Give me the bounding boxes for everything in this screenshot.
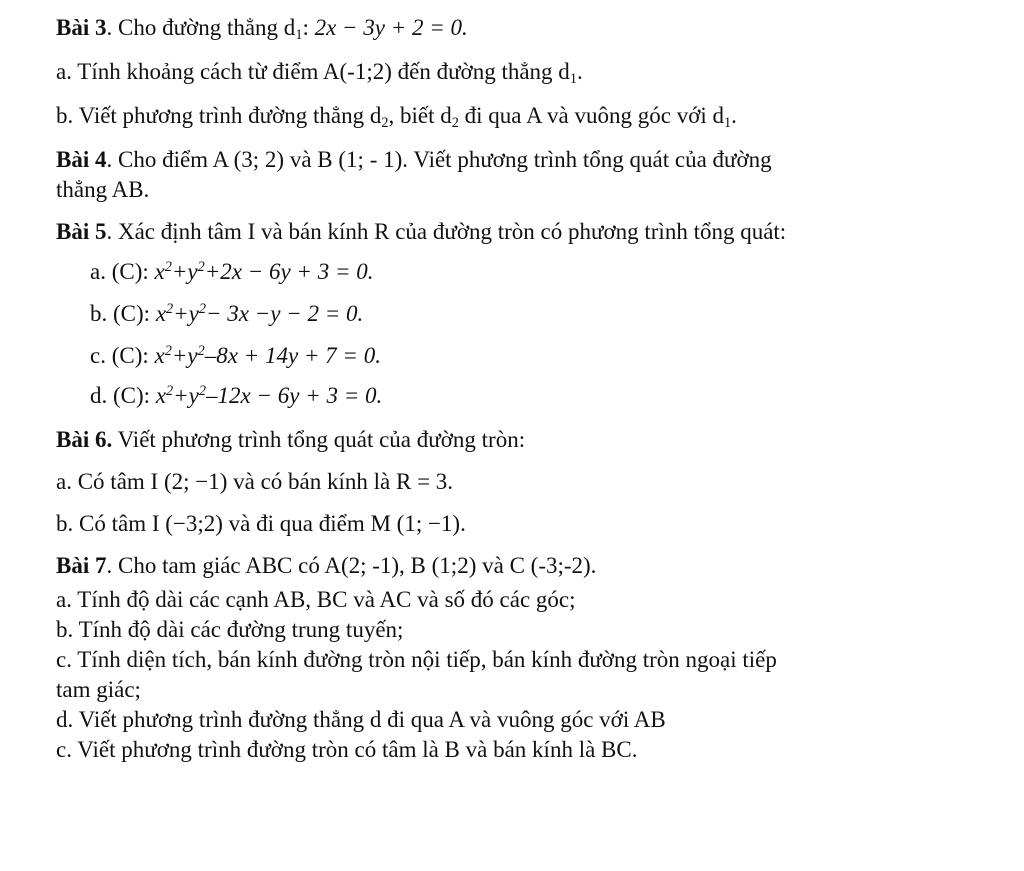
bai7-item-b [56, 616, 403, 644]
bai7-item-c-text-cont: tam giác; [56, 677, 141, 702]
bai3-item-b-sub2: 2 [451, 115, 459, 132]
bai5-item-eq: $x^2+y^2-12x - 6y + 3 = 0$. [155, 383, 383, 408]
bai7-item-a-text: a. Tính độ dài các cạnh AB, BC và AC và số đó các góc; [56, 587, 576, 612]
bai4-line2 [56, 176, 149, 204]
bai7-item-a [56, 586, 576, 614]
bai7-text: . Cho tam giác ABC có A(2; -1), B (1;2) và C (-3;-2). [106, 553, 597, 578]
bai7-item-e-text: c. Viết phương trình đường tròn có tâm là B và bán kính là BC. [56, 737, 638, 762]
bai3-item-a [56, 58, 583, 86]
bai5-item-d [90, 382, 382, 410]
bai3-item-a-end: . [576, 59, 583, 84]
bai5-item-eq: $x^2+y^2-8x + 14y + 7 = 0$. [154, 343, 381, 368]
bai5-text: . Xác định tâm I và bán kính R của đường tròn có phương trình tổng quát: [106, 219, 787, 244]
bai4-text: . Cho điểm A (3; 2) và B (1; - 1). Viết phương trình tổng quát của đường [106, 147, 772, 172]
bai3-sub: 1 [295, 27, 303, 44]
bai3-title: Bài 3 [56, 15, 107, 40]
bai3-item-b-sub1: 2 [381, 115, 389, 132]
bai5-title: Bài 5 [56, 219, 107, 244]
bai7-heading-line [56, 552, 596, 580]
bai3-item-b-text: b. Viết phương trình đường thẳng d [56, 103, 382, 128]
bai5-item-label: d. (C): [90, 383, 156, 408]
bai5-item-a [90, 258, 373, 286]
bai7-item-c-line1 [56, 646, 777, 674]
bai4-title: Bài 4 [56, 147, 107, 172]
bai7-item-d-text: d. Viết phương trình đường thẳng d đi qua A và vuông góc với AB [56, 707, 666, 732]
bai7-item-c-text: c. Tính diện tích, bán kính đường tròn nội tiếp, bán kính đường tròn ngoại tiếp [56, 647, 777, 672]
bai3-colon: : [302, 15, 315, 40]
bai7-item-b-text: b. Tính độ dài các đường trung tuyến; [56, 617, 404, 642]
bai3-text: . Cho đường thẳng d [106, 15, 296, 40]
bai3-heading-line [56, 14, 468, 42]
bai4-text-cont: thẳng AB. [56, 177, 150, 202]
bai5-heading-line [56, 218, 786, 246]
bai3-equation: 2x − 3y + 2 = 0. [314, 15, 468, 40]
bai5-item-label: c. (C): [90, 343, 155, 368]
bai3-item-b-mid: , biết d [388, 103, 452, 128]
bai7-title: Bài 7 [56, 553, 107, 578]
bai6-heading-line [56, 426, 525, 454]
bai5-item-label: b. (C): [90, 301, 156, 326]
bai3-item-a-sub: 1 [569, 71, 577, 88]
bai5-item-label: a. (C): [90, 259, 155, 284]
bai6-item-a-text: a. Có tâm I (2; −1) và có bán kính là R = 3. [56, 469, 454, 494]
bai4-line1 [56, 146, 772, 174]
bai3-item-b-mid2: đi qua A và vuông góc với d [458, 103, 724, 128]
bai3-item-a-text: a. Tính khoảng cách từ điểm A(-1;2) đến đường thẳng d [56, 59, 570, 84]
bai6-title: Bài 6. [56, 427, 113, 452]
bai7-item-d [56, 706, 666, 734]
bai7-item-c-line2 [56, 676, 141, 704]
bai5-item-b [90, 300, 363, 328]
bai5-item-c [90, 342, 381, 370]
bai7-item-e [56, 736, 637, 764]
bai3-item-b [56, 102, 737, 130]
bai5-item-eq: $x^2+y^2+2x - 6y + 3 = 0$. [154, 259, 374, 284]
bai6-text: Viết phương trình tổng quát của đường tròn: [112, 427, 526, 452]
bai5-item-eq: $x^2+y^2- 3x -y - 2 = 0$. [155, 301, 364, 326]
bai6-item-b [56, 510, 466, 538]
bai6-item-a [56, 468, 453, 496]
bai3-item-b-end: . [731, 103, 737, 128]
bai3-item-b-sub3: 1 [724, 115, 732, 132]
bai6-item-b-text: b. Có tâm I (−3;2) và đi qua điểm M (1; −1). [56, 511, 466, 536]
